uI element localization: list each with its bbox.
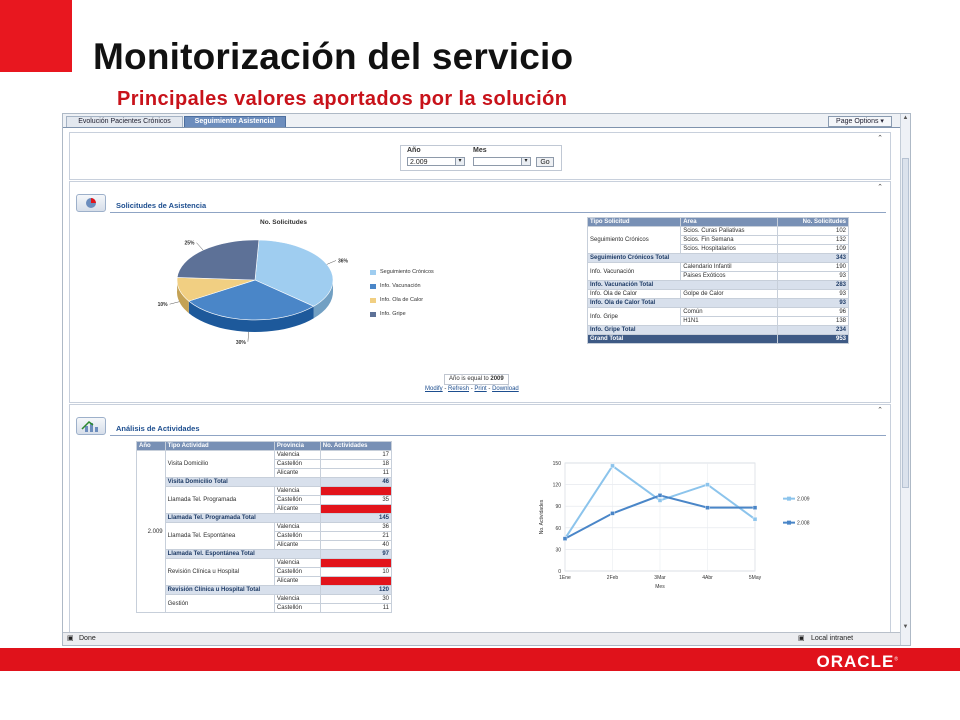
legend-swatch (370, 298, 376, 303)
column-header[interactable]: No. Actividades (320, 442, 391, 451)
table-row (588, 263, 849, 272)
x-tick-label: 5May (748, 575, 762, 581)
column-header[interactable]: No. Solicitudes (778, 218, 849, 227)
grand-total-value: 953 (778, 335, 849, 344)
x-tick-label: 3Mar (654, 575, 666, 581)
total-row (588, 299, 849, 308)
chevron-down-icon: ▾ (455, 158, 464, 165)
count-cell: 30 (320, 595, 391, 604)
column-header[interactable]: Provincia (274, 442, 320, 451)
total-label: Llamada Tel. Programada Total (165, 514, 320, 523)
y-tick-label: 60 (555, 525, 561, 532)
data-point[interactable] (611, 511, 615, 515)
legend-label: Info. Gripe (380, 311, 406, 317)
legend-label: Info. Ola de Calor (380, 297, 424, 303)
alert-cell (320, 559, 391, 568)
month-label: Mes (473, 147, 487, 154)
area-cell: Scios. Hospitalarios (681, 245, 778, 254)
status-bar (63, 632, 908, 645)
section-divider (110, 212, 886, 213)
data-point[interactable] (658, 493, 662, 497)
pie-chart-icon (76, 194, 106, 212)
total-row (588, 254, 849, 263)
column-header[interactable]: Area (681, 218, 778, 227)
data-point[interactable] (706, 483, 710, 487)
vertical-scrollbar[interactable] (900, 114, 910, 645)
table-row (137, 451, 392, 460)
year-value: 2.009 (410, 159, 428, 166)
slide-subtitle: Principales valores aportados por la solución (117, 88, 568, 110)
provincia-cell: Alicante (274, 469, 320, 478)
count-cell: 18 (320, 460, 391, 469)
tipo-actividad-cell: Llamada Tel. Espontánea (165, 523, 274, 550)
tipo-actividad-cell: Visita Domicilio (165, 451, 274, 478)
pie-legend (370, 270, 490, 330)
actividades-table (136, 441, 392, 613)
download-link[interactable]: Download (492, 386, 519, 392)
total-row (137, 550, 392, 559)
filter-text: Año is equal to (449, 376, 489, 382)
total-row (588, 326, 849, 335)
grand-total-label: Grand Total (588, 335, 778, 344)
count-cell: 132 (778, 236, 849, 245)
tipo-actividad-cell: Revisión Clínica u Hospital (165, 559, 274, 586)
x-tick-label: 2Feb (606, 575, 619, 581)
scroll-up-icon[interactable]: ▲ (902, 115, 909, 121)
brand-bar (0, 648, 960, 671)
data-point[interactable] (563, 537, 567, 541)
year-select[interactable] (407, 157, 465, 166)
legend-label: Seguimiento Crónicos (380, 269, 434, 275)
total-label: Visita Domicilio Total (165, 478, 320, 487)
chevron-down-icon: ▾ (521, 158, 530, 165)
area-cell: H1N1 (681, 317, 778, 326)
total-label: Info. Vacunación Total (588, 281, 778, 290)
y-tick-label: 90 (555, 504, 561, 511)
section-divider (110, 435, 886, 436)
count-cell: 93 (778, 272, 849, 281)
table-row (588, 308, 849, 317)
modify-link[interactable]: Modify (425, 386, 443, 392)
provincia-cell: Valencia (274, 523, 320, 532)
dashboard-tab-bar (63, 114, 908, 128)
provincia-cell: Castellón (274, 568, 320, 577)
status-text: Done (79, 635, 96, 642)
legend-label: 2.009 (797, 496, 810, 503)
brand-text: ORACLE (816, 652, 895, 671)
zone-text: Local intranet (811, 635, 854, 642)
pie-chart-title: No. Solicitudes (260, 219, 307, 226)
data-point[interactable] (753, 517, 757, 521)
month-select[interactable] (473, 157, 531, 166)
alert-cell (320, 487, 391, 496)
filter-summary (444, 374, 509, 385)
pie-leader-line (197, 243, 204, 250)
area-cell: Común (681, 308, 778, 317)
provincia-cell: Alicante (274, 541, 320, 550)
total-row (137, 514, 392, 523)
total-value: 46 (320, 478, 391, 487)
count-cell: 17 (320, 451, 391, 460)
solicitudes-table (587, 217, 849, 344)
count-cell: 36 (320, 523, 391, 532)
y-axis-label: No. Actividades (539, 499, 545, 535)
provincia-cell: Castellón (274, 532, 320, 541)
x-tick-label: 4Abr (702, 575, 713, 581)
area-cell: Golpe de Calor (681, 290, 778, 299)
total-value: 343 (778, 254, 849, 263)
bar-chart-icon (76, 417, 106, 435)
tipo-cell: Info. Ola de Calor (588, 290, 681, 299)
accent-block (0, 0, 72, 72)
tipo-cell: Seguimiento Crónicos (588, 227, 681, 254)
tipo-actividad-cell: Llamada Tel. Programada (165, 487, 274, 514)
refresh-link[interactable]: Refresh (448, 386, 470, 392)
total-value: 145 (320, 514, 391, 523)
prompt-box (400, 145, 562, 171)
provincia-cell: Castellón (274, 496, 320, 505)
provincia-cell: Valencia (274, 451, 320, 460)
tipo-cell: Info. Vacunación (588, 263, 681, 281)
intranet-icon: ▣ (798, 635, 805, 642)
actividades-heading: Análisis de Actividades (116, 424, 200, 433)
table-row (137, 559, 392, 568)
actividades-section (69, 404, 891, 634)
legend-swatch (370, 270, 376, 275)
count-cell: 93 (778, 290, 849, 299)
pie-leader-line (248, 332, 249, 342)
count-cell: 21 (320, 532, 391, 541)
solicitudes-section (69, 181, 891, 403)
column-header[interactable]: Tipo Solicitud (588, 218, 681, 227)
count-cell: 11 (320, 604, 391, 613)
area-cell: Calendario Infantil (681, 263, 778, 272)
provincia-cell: Castellón (274, 460, 320, 469)
page-options-button[interactable]: Page Options ▾ (828, 116, 892, 127)
column-header[interactable]: Tipo Actividad (165, 442, 274, 451)
total-row (137, 586, 392, 595)
count-cell: 102 (778, 227, 849, 236)
alert-cell (320, 577, 391, 586)
data-point[interactable] (658, 498, 662, 502)
data-point[interactable] (706, 506, 710, 510)
pie-percent-label: 36% (338, 258, 349, 265)
year-cell: 2.009 (137, 451, 166, 613)
total-value: 283 (778, 281, 849, 290)
area-cell: Scios. Curas Paliativas (681, 227, 778, 236)
report-links: Modify - Refresh - Print - Download (425, 386, 519, 392)
total-label: Info. Ola de Calor Total (588, 299, 778, 308)
legend-label: 2.008 (797, 520, 810, 527)
provincia-cell: Alicante (274, 577, 320, 586)
provincia-cell: Valencia (274, 487, 320, 496)
x-tick-label: 1Ene (559, 575, 571, 581)
legend-swatch (370, 284, 376, 289)
y-tick-label: 0 (558, 569, 561, 575)
legend-label: Info. Vacunación (380, 283, 421, 289)
scroll-thumb[interactable] (902, 158, 909, 488)
pie-leader-line (170, 302, 180, 305)
filter-value: 2009 (490, 376, 504, 382)
collapse-icon[interactable]: ⌃ (877, 184, 883, 191)
line-chart (525, 453, 825, 603)
table-header-row (137, 442, 392, 451)
tipo-actividad-cell: Gestión (165, 595, 274, 613)
total-label: Seguimiento Crónicos Total (588, 254, 778, 263)
area-cell: Paises Exóticos (681, 272, 778, 281)
collapse-icon[interactable]: ⌃ (877, 407, 883, 414)
y-tick-label: 30 (555, 547, 561, 554)
count-cell: 109 (778, 245, 849, 254)
provincia-cell: Valencia (274, 559, 320, 568)
table-header-row (588, 218, 849, 227)
provincia-cell: Castellón (274, 604, 320, 613)
table-row (588, 227, 849, 236)
legend-marker (787, 497, 791, 501)
year-label: Año (407, 147, 421, 154)
y-tick-label: 120 (552, 482, 561, 489)
total-row (137, 478, 392, 487)
x-axis-label: Mes (655, 584, 665, 590)
total-value: 120 (320, 586, 391, 595)
legend-swatch (370, 312, 376, 317)
scroll-down-icon[interactable]: ▼ (902, 624, 909, 630)
provincia-cell: Valencia (274, 595, 320, 604)
table-row (137, 523, 392, 532)
count-cell: 96 (778, 308, 849, 317)
dashboard-window (62, 113, 911, 646)
tab-evolucion[interactable]: Evolución Pacientes Crónicos (66, 116, 183, 127)
legend-marker (787, 521, 791, 525)
count-cell: 10 (320, 568, 391, 577)
count-cell: 35 (320, 496, 391, 505)
oracle-logo (817, 652, 898, 672)
count-cell: 40 (320, 541, 391, 550)
total-value: 93 (778, 299, 849, 308)
alert-cell (320, 505, 391, 514)
count-cell: 11 (320, 469, 391, 478)
y-tick-label: 150 (552, 461, 561, 467)
total-label: Info. Gripe Total (588, 326, 778, 335)
pie-percent-label: 10% (157, 302, 168, 309)
column-header[interactable]: Año (137, 442, 166, 451)
brand-mark: ® (894, 656, 898, 663)
page-icon: ▣ (67, 635, 74, 642)
total-value: 97 (320, 550, 391, 559)
solicitudes-heading: Solicitudes de Asistencia (116, 201, 207, 210)
pie-leader-line (327, 261, 336, 265)
total-value: 234 (778, 326, 849, 335)
count-cell: 190 (778, 263, 849, 272)
slide-title: Monitorización del servicio (93, 36, 574, 77)
tipo-cell: Info. Gripe (588, 308, 681, 326)
total-label: Revisión Clínica u Hospital Total (165, 586, 320, 595)
table-row (137, 487, 392, 496)
total-row (588, 281, 849, 290)
table-row (588, 290, 849, 299)
data-point[interactable] (753, 506, 757, 510)
area-cell: Scios. Fin Semana (681, 236, 778, 245)
collapse-icon[interactable]: ⌃ (877, 135, 883, 142)
data-point[interactable] (611, 464, 615, 468)
total-label: Llamada Tel. Espontánea Total (165, 550, 320, 559)
count-cell: 138 (778, 317, 849, 326)
go-button[interactable]: Go (536, 157, 554, 167)
provincia-cell: Alicante (274, 505, 320, 514)
pie-percent-label: 30% (235, 339, 246, 346)
tab-seguimiento[interactable]: Seguimiento Asistencial (184, 116, 286, 127)
grand-total-row (588, 335, 849, 344)
print-link[interactable]: Print (474, 386, 487, 392)
prompt-section (69, 132, 891, 180)
table-row (137, 595, 392, 604)
pie-percent-label: 25% (184, 240, 195, 247)
